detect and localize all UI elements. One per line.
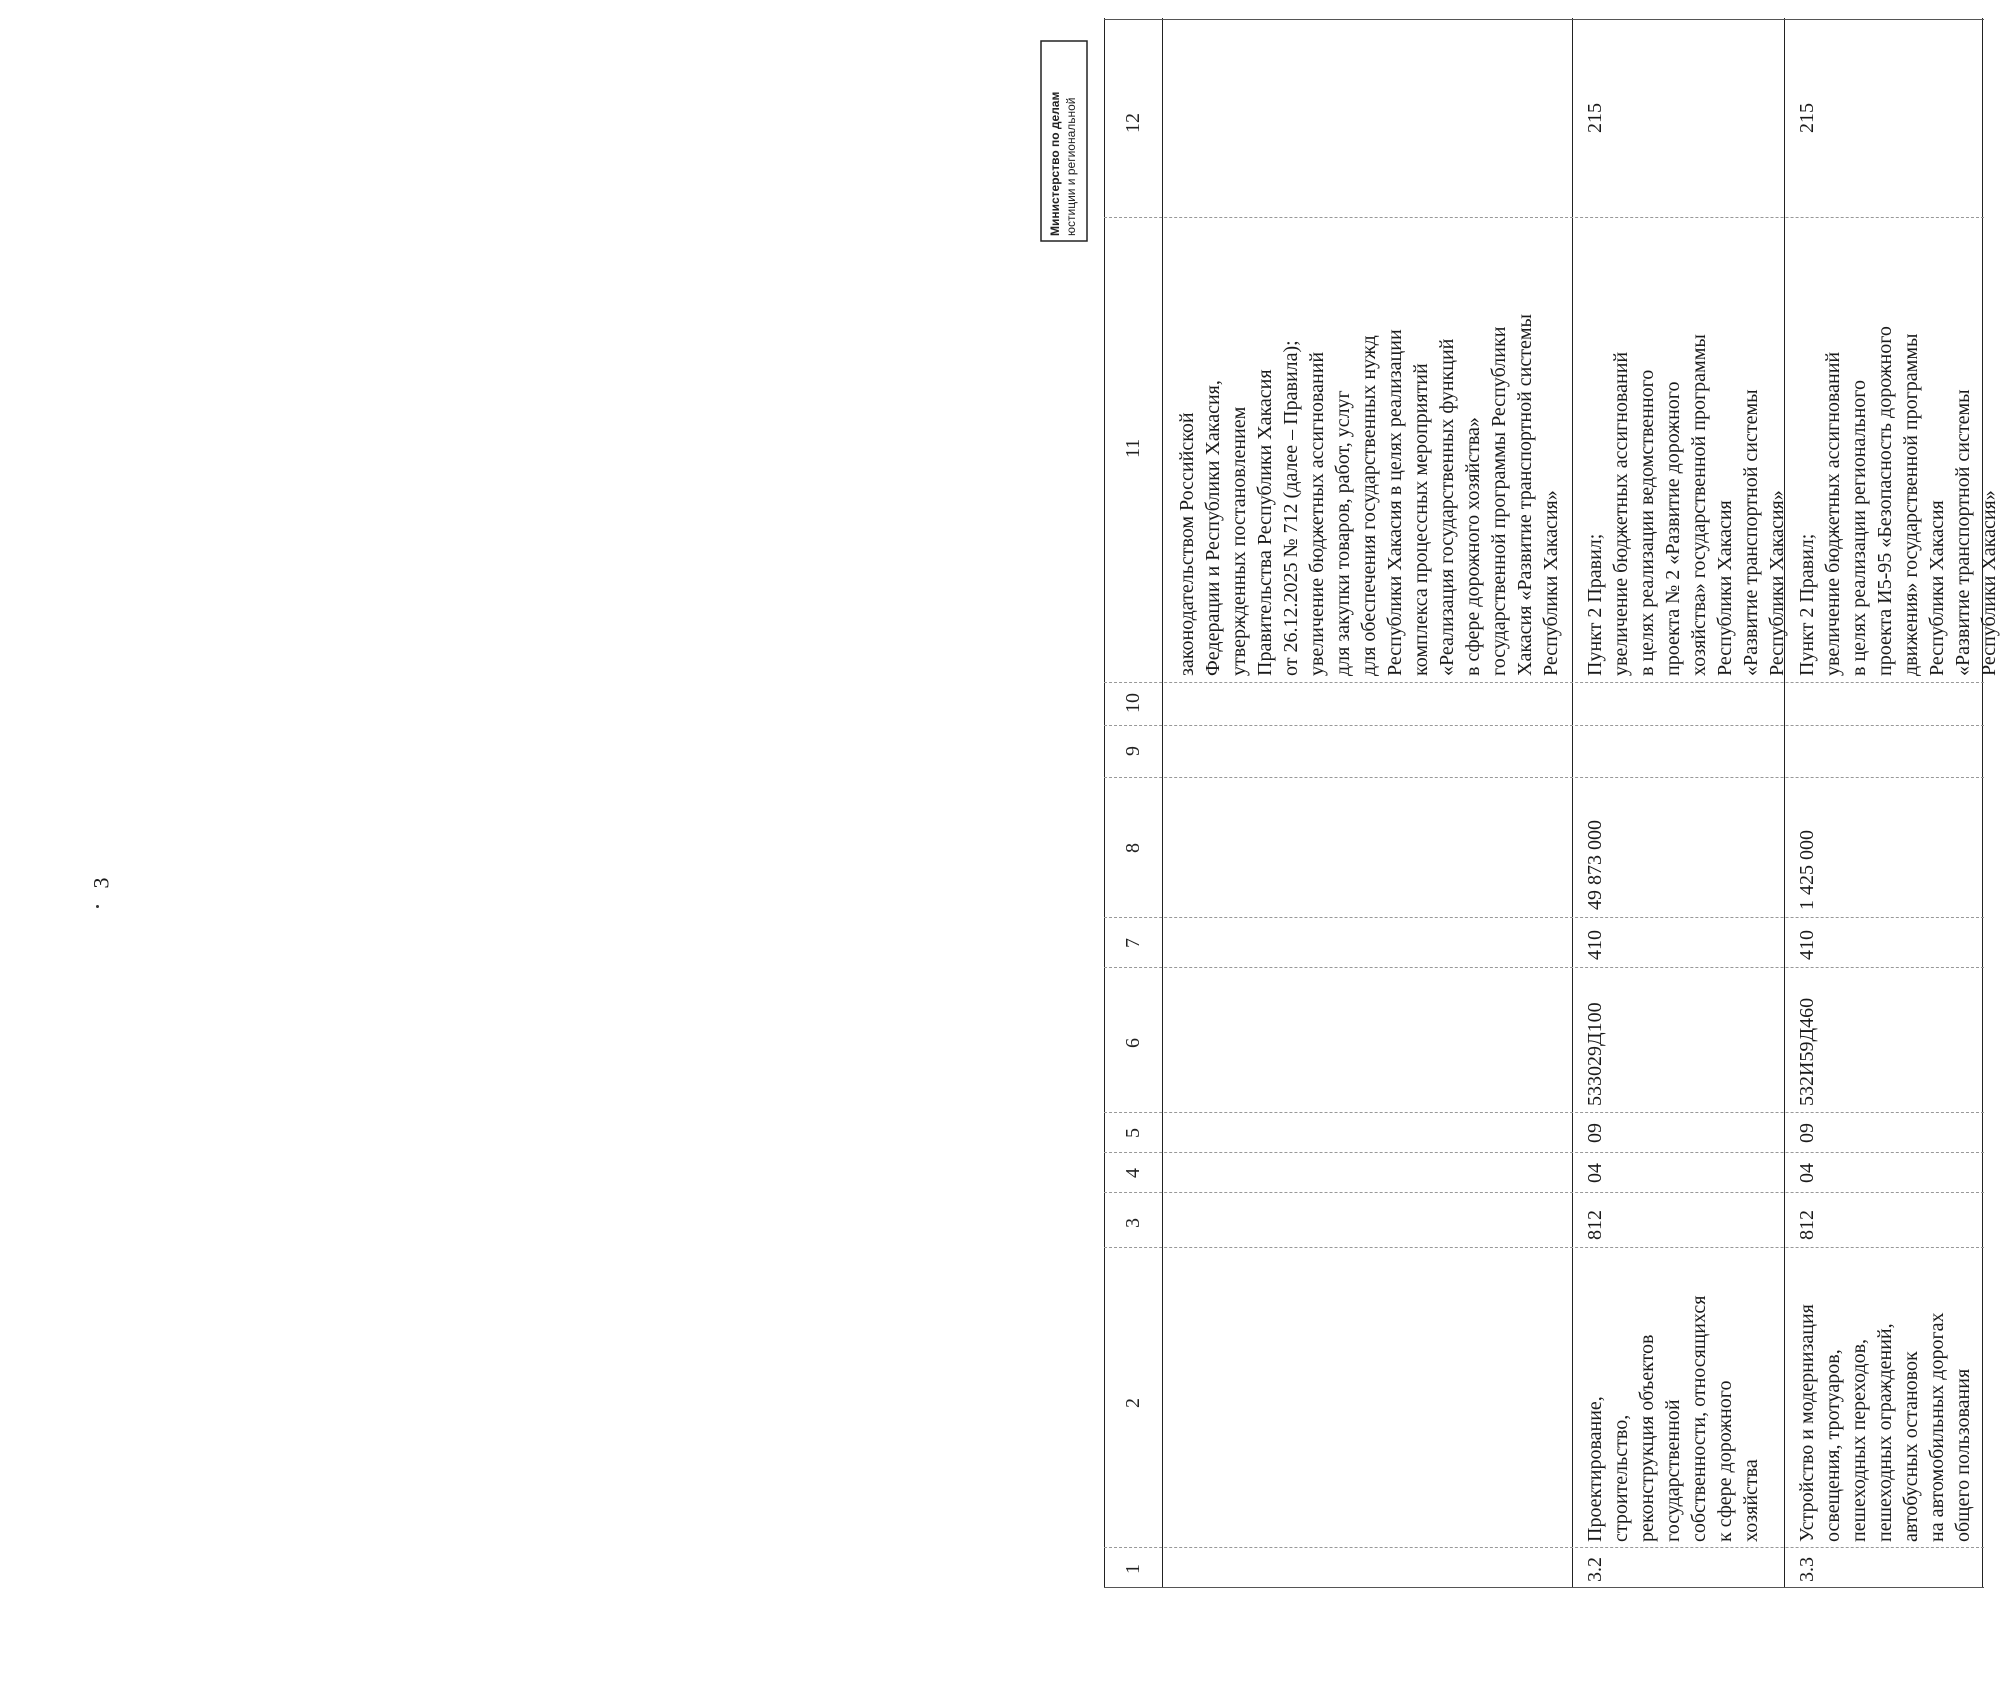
- scan-dot: [96, 905, 99, 908]
- budget-table: [1104, 18, 2000, 1588]
- col-border-5: [1104, 1112, 1984, 1113]
- col-border-0: [1104, 1587, 1984, 1588]
- col-border-11: [1104, 217, 1984, 218]
- row-3-2-col7: 410: [1584, 930, 1606, 960]
- col-number-8: 8: [1122, 843, 1144, 853]
- row-3-2-col11: Пункт 2 Правил; увеличение бюджетных ассигнований в целях реализации ведомственного проекта № 2 «Развитие дорожного хозяйства» государственной программы Республики Хакасия «Развитие транспортной системы Республики Хакасия»: [1584, 334, 1788, 676]
- row-3-3-name: Устройство и модернизация освещения, тротуаров, пешеходных переходов, пешеходных ограждений, автобусных остановок на автомобильных дорогах общего пользования: [1796, 1304, 1974, 1542]
- row-3-2-number: 3.2: [1584, 1557, 1606, 1582]
- col-border-12: [1104, 19, 1984, 20]
- col-number-5: 5: [1122, 1128, 1144, 1138]
- row-border-3-2: [1572, 18, 1573, 1588]
- col-border-2: [1104, 1247, 1984, 1248]
- row-3-2-col3: 812: [1584, 1210, 1606, 1240]
- col-border-8: [1104, 777, 1984, 778]
- stamp-line-1: Министерство по делам: [1048, 91, 1062, 236]
- row-3-2-col4: 04: [1584, 1163, 1606, 1183]
- col-number-7: 7: [1122, 938, 1144, 948]
- continuation-text: законодательством Российской Федерации и Республики Хакасия, утвержденных постановлением Правительства Республики Хакасия от 26.12.2025 № 712 (далее – Правила); увеличение бюджетных ассигнований для закупки товаров, работ, услуг для обеспечения государственных нужд Республики Хакасия в целях реализации комплекса процессных мероприятий «Реализация государственных функций в сфере дорожного хозяйства» государственной программы Республики Хакасия «Развитие транспортной системы Республики Хакасия»: [1176, 314, 1562, 676]
- col-number-6: 6: [1122, 1038, 1144, 1048]
- ministry-stamp: [1040, 40, 1090, 244]
- row-3-3-col8: 1 425 000: [1796, 830, 1818, 910]
- row-3-2-name: Проектирование, строительство, реконструкция объектов государственной собственности, относящихся к сфере дорожного хозяйства: [1584, 1295, 1762, 1542]
- stamp-line-2: юстиции и региональной: [1064, 97, 1078, 236]
- col-border-1: [1104, 1547, 1984, 1548]
- row-3-3-col6: 532И59Д460: [1796, 997, 1818, 1106]
- col-number-2: 2: [1122, 1398, 1144, 1408]
- row-3-2-col6: 533029Д100: [1584, 1002, 1606, 1106]
- table-top-border: [1104, 18, 1105, 1588]
- row-3-2-col8: 49 873 000: [1584, 820, 1606, 910]
- row-3-3-col4: 04: [1796, 1163, 1818, 1183]
- col-number-11: 11: [1122, 438, 1144, 458]
- col-border-7: [1104, 917, 1984, 918]
- col-number-3: 3: [1122, 1218, 1144, 1228]
- row-3-3-col3: 812: [1796, 1210, 1818, 1240]
- col-number-9: 9: [1122, 746, 1144, 756]
- row-3-3-col5: 09: [1796, 1123, 1818, 1143]
- col-border-4: [1104, 1152, 1984, 1153]
- col-border-3: [1104, 1192, 1984, 1193]
- col-border-6: [1104, 967, 1984, 968]
- col-border-10: [1104, 682, 1984, 683]
- col-number-12: 12: [1122, 113, 1144, 133]
- row-3-3-col11: Пункт 2 Правил; увеличение бюджетных ассигнований в целях реализации регионального проекта И5-95 «Безопасность дорожного движения» государственной программы Республики Хакасия «Развитие транспортной системы Республики Хакасия»: [1796, 326, 2000, 676]
- col-number-10: 10: [1122, 693, 1144, 713]
- col-number-4: 4: [1122, 1168, 1144, 1178]
- row-3-2-col5: 09: [1584, 1123, 1606, 1143]
- row-3-3-number: 3.3: [1796, 1557, 1818, 1582]
- col-border-9: [1104, 725, 1984, 726]
- col-number-1: 1: [1122, 1564, 1144, 1574]
- row-3-2-col12: 215: [1584, 103, 1606, 133]
- row-3-3-col12: 215: [1796, 103, 1818, 133]
- row-3-3-col7: 410: [1796, 930, 1818, 960]
- page-number: 3: [88, 877, 114, 889]
- header-row-border: [1162, 18, 1163, 1588]
